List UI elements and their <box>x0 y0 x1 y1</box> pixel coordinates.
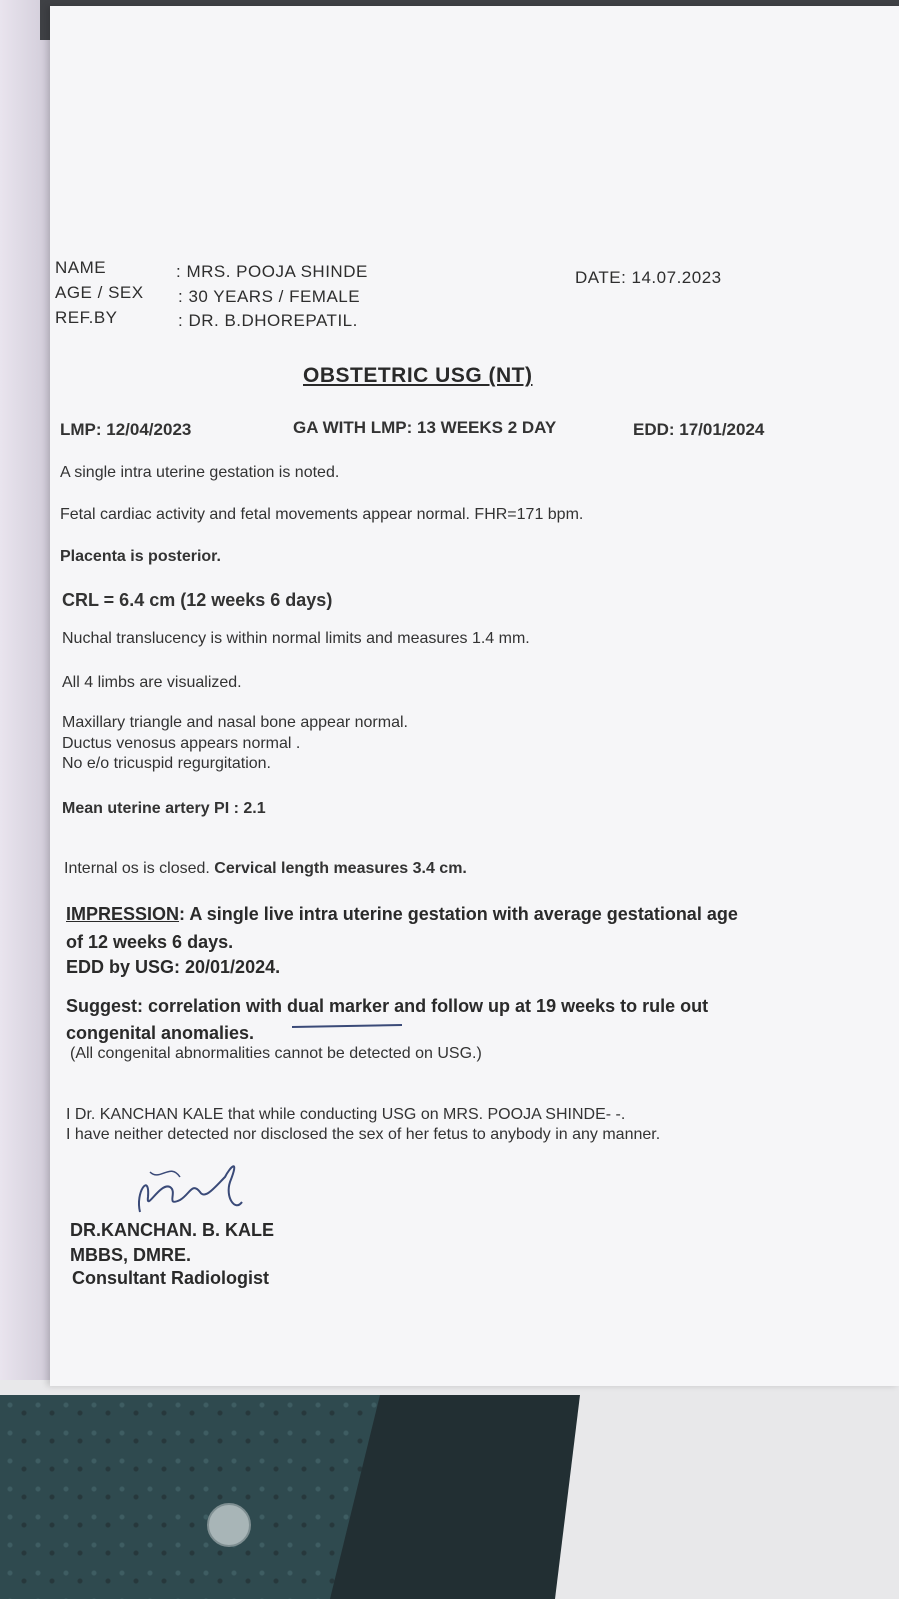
finding-tricuspid: No e/o tricuspid regurgitation. <box>62 755 271 772</box>
finding-maxillary-triangle: Maxillary triangle and nasal bone appear normal. <box>62 714 408 731</box>
declaration-line-2: I have neither detected nor disclosed the sex of her fetus to anybody in any manner. <box>66 1126 661 1143</box>
lmp-date: LMP: 12/04/2023 <box>60 420 192 439</box>
doctor-role: Consultant Radiologist <box>72 1268 269 1288</box>
report-title: OBSTETRIC USG (NT) <box>303 364 533 387</box>
finding-ductus-venosus: Ductus venosus appears normal . <box>62 735 301 752</box>
impression-line-2: of 12 weeks 6 days. <box>66 932 234 952</box>
age-sex-label: AGE / SEX <box>55 283 144 302</box>
doctor-name: DR.KANCHAN. B. KALE <box>70 1220 274 1240</box>
impression-label: IMPRESSION <box>66 904 180 924</box>
declaration-line-1: I Dr. KANCHAN KALE that while conducting USG on MRS. POOJA SHINDE- -. <box>66 1106 626 1123</box>
ref-by-value: : DR. B.DHOREPATIL. <box>178 311 358 330</box>
age-sex-value: : 30 YEARS / FEMALE <box>178 287 361 306</box>
internal-os-text: Internal os is closed. <box>64 860 215 877</box>
doctor-degree: MBBS, DMRE. <box>70 1245 191 1265</box>
finding-uterine-artery-pi: Mean uterine artery PI : 2.1 <box>62 800 266 817</box>
doctor-signature <box>130 1152 250 1222</box>
finding-limbs: All 4 limbs are visualized. <box>62 674 242 691</box>
impression-text: : A single live intra uterine gestation with average gestational age <box>179 904 738 924</box>
suggest-line-1: Suggest: correlation with dual marker and follow up at 19 weeks to rule out <box>66 996 709 1016</box>
suggest-disclaimer: (All congenital abnormalities cannot be detected on USG.) <box>70 1045 482 1062</box>
cervical-length-text: Cervical length measures 3.4 cm. <box>214 860 467 877</box>
finding-placenta: Placenta is posterior. <box>60 548 221 565</box>
finding-gestation: A single intra uterine gestation is noted. <box>60 464 340 481</box>
report-date: DATE: 14.07.2023 <box>575 268 722 287</box>
impression-line-1 <box>66 904 738 925</box>
name-value: : MRS. POOJA SHINDE <box>176 262 368 281</box>
finding-cervix <box>64 860 467 878</box>
name-label: NAME <box>55 258 107 277</box>
ref-by-label: REF.BY <box>55 308 118 327</box>
finding-cardiac-activity: Fetal cardiac activity and fetal movements appear normal. FHR=171 bpm. <box>60 506 584 523</box>
finding-crl: CRL = 6.4 cm (12 weeks 6 days) <box>62 590 333 610</box>
finding-nuchal-translucency: Nuchal translucency is within normal limits and measures 1.4 mm. <box>62 630 530 647</box>
ga-with-lmp: GA WITH LMP: 13 WEEKS 2 DAY <box>293 418 557 437</box>
impression-edd-by-usg: EDD by USG: 20/01/2024. <box>66 957 281 977</box>
suggest-line-2: congenital anomalies. <box>66 1023 255 1043</box>
edd-by-lmp: EDD: 17/01/2024 <box>633 420 765 439</box>
shirt-button <box>207 1503 251 1547</box>
